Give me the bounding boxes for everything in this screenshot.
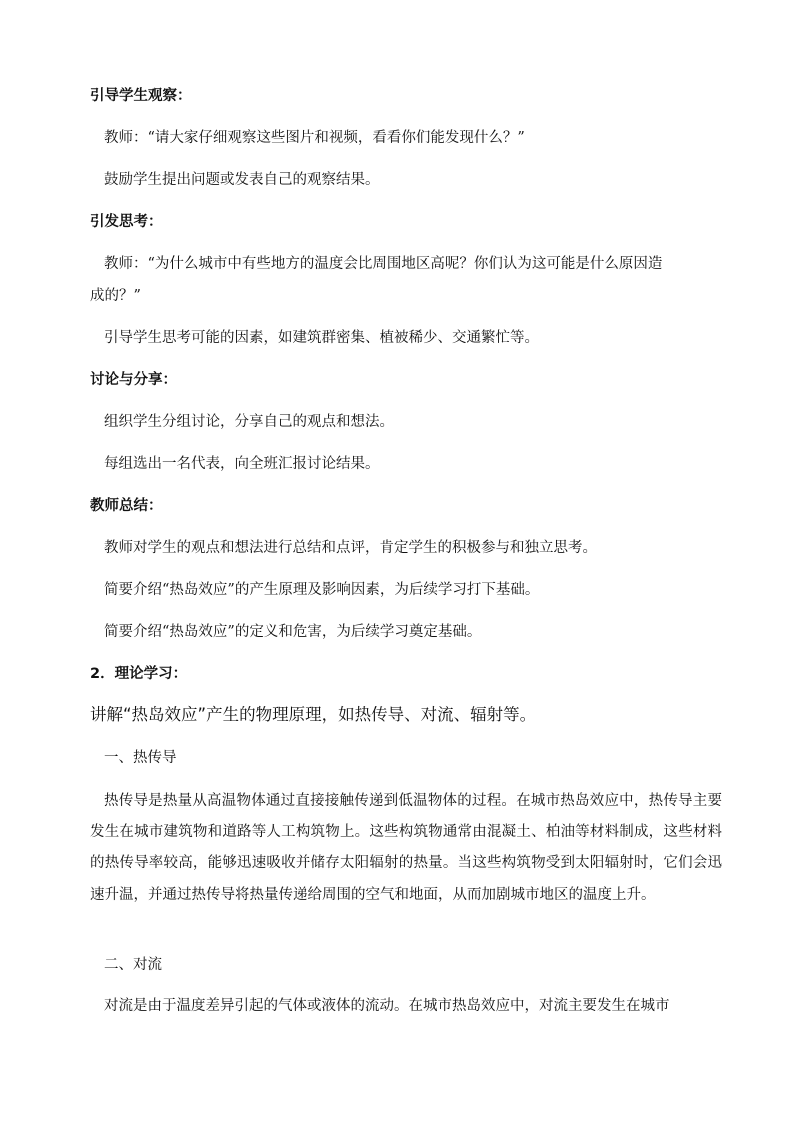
paragraph-line: 简要介绍“热岛效应”的产生原理及影响因素，为后续学习打下基础。 — [104, 582, 540, 598]
section-heading-observe: 引导学生观察： — [90, 88, 192, 104]
section-heading-discuss: 讨论与分享： — [90, 372, 177, 388]
paragraph-conduction: 热传导是热量从高温物体通过直接接触传递到低温物体的过程。在城市热岛效应中，热传导主要发生在城市建筑物和道路等人工构筑物上。这些构筑物通常由混凝土、柏油等材料制成，这些材料的热传导率较高，能够迅速吸收并储存太阳辐射的热量。当这些构筑物受到太阳辐射时，它们会迅速升温，并通过热传导将热量传递给周围的空气和地面，从而加剧城市地区的温度上升。 — [90, 793, 722, 903]
paragraph-line-large: 讲解“热岛效应”产生的物理原理，如热传导、对流、辐射等。 — [90, 705, 537, 724]
section-heading-theory: 2．理论学习： — [90, 666, 188, 682]
paragraph-line: 教师：“请大家仔细观察这些图片和视频，看看你们能发现什么？” — [104, 130, 525, 146]
paragraph-line: 教师对学生的观点和想法进行总结和点评，肯定学生的积极参与和独立思考。 — [104, 540, 597, 556]
section-heading-think: 引发思考： — [90, 214, 163, 230]
subheading-conduction: 一、热传导 — [104, 750, 177, 766]
paragraph-line: 鼓励学生提出问题或发表自己的观察结果。 — [104, 172, 380, 188]
section-heading-summary: 教师总结： — [90, 498, 163, 514]
subheading-convection: 二、对流 — [104, 957, 162, 973]
paragraph-line-continued: 成的？” — [90, 288, 141, 304]
paragraph-line: 每组选出一名代表，向全班汇报讨论结果。 — [104, 456, 380, 472]
paragraph-line: 引导学生思考可能的因素，如建筑群密集、植被稀少、交通繁忙等。 — [104, 330, 539, 346]
paragraph-line: 组织学生分组讨论，分享自己的观点和想法。 — [104, 414, 394, 430]
paragraph-line: 教师：“为什么城市中有些地方的温度会比周围地区高呢？你们认为这可能是什么原因造 — [104, 256, 663, 272]
paragraph-line: 简要介绍“热岛效应”的定义和危害，为后续学习奠定基础。 — [104, 624, 482, 640]
paragraph-line: 对流是由于温度差异引起的气体或液体的流动。在城市热岛效应中，对流主要发生在城市 — [104, 998, 670, 1014]
